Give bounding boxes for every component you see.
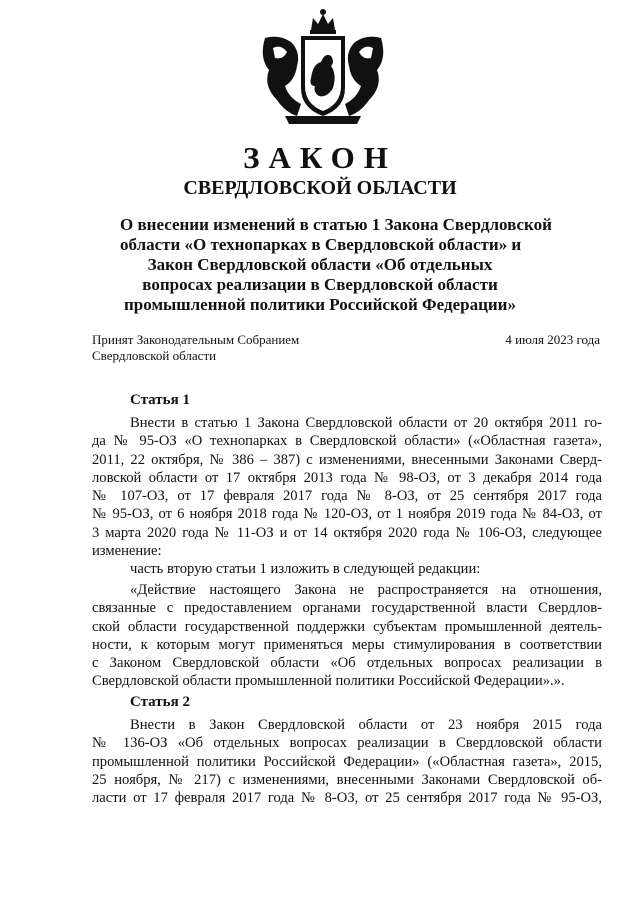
law-subject-title xyxy=(120,215,552,315)
text-line: 3 марта 2020 года № 11-ОЗ и от 14 октября 2020 года № 106-ОЗ, следующее xyxy=(92,524,602,541)
subject-line: промышленной политики Российской Федерации» xyxy=(124,295,516,314)
text-line: ности, к которым могут применяться меры стимулирования в соответствии xyxy=(92,636,602,653)
text-line: связанные с предоставлением органами государственной власти Свердлов- xyxy=(92,600,602,617)
text-line: ловской области от 17 октября 2013 года № 98-ОЗ, от 3 декабря 2014 года xyxy=(92,469,602,486)
text-line: промышленной политики Российской Федерации» («Областная газета», 2015, xyxy=(92,753,602,770)
text-line: «Действие настоящего Закона не распространяется на отношения, xyxy=(130,582,602,598)
coat-of-arms-emblem xyxy=(255,8,391,126)
text-line: ской области государственной поддержки субъектам промышленной деятель- xyxy=(92,618,602,635)
text-line: да № 95-ОЗ «О технопарках в Свердловской области» («Областная газета», xyxy=(92,433,602,450)
text-line: № 95-ОЗ, от 6 ноября 2018 года № 120-ОЗ, от 1 ноября 2019 года № 84-ОЗ, от xyxy=(92,506,602,523)
text-line: с Законом Свердловской области «Об отдельных вопросах реализации в xyxy=(92,655,602,672)
article-1-paragraph-2 xyxy=(92,560,602,578)
subject-line: вопросах реализации в Свердловской области xyxy=(142,275,498,294)
article-1-paragraph-3 xyxy=(92,581,602,691)
text-line: 2011, 22 октября, № 386 – 387) с изменениями, внесенными Законами Сверд- xyxy=(92,451,602,468)
subject-line: области «О технопарках в Свердловской области» и xyxy=(120,235,522,254)
adopted-date: 4 июля 2023 года xyxy=(505,332,600,347)
law-title: ЗАКОН xyxy=(243,140,397,175)
text-line: № 107-ОЗ, от 17 февраля 2017 года № 8-ОЗ, от 25 сентября 2017 года xyxy=(92,488,602,505)
text-line: Свердловской области промышленной политики Российской Федерации».». xyxy=(92,673,565,690)
subject-line: О внесении изменений в статью 1 Закона Свердловской xyxy=(120,215,552,234)
text-line: ласти от 17 февраля 2017 года № 8-ОЗ, от 25 сентября 2017 года № 95-ОЗ, xyxy=(92,790,602,807)
article-1-paragraph-1 xyxy=(92,414,602,560)
adopted-by xyxy=(92,332,299,364)
article-2-heading: Статья 2 xyxy=(130,694,190,710)
text-line: 25 ноября, № 217) с изменениями, внесенными Законами Свердловской об- xyxy=(92,771,602,788)
region-title: СВЕРДЛОВСКОЙ ОБЛАСТИ xyxy=(183,177,457,199)
article-2-paragraph-1 xyxy=(92,716,602,807)
subject-line: Закон Свердловской области «Об отдельных xyxy=(147,255,493,274)
adopted-line: Принят Законодательным Собранием xyxy=(92,332,300,347)
text-line: изменение: xyxy=(92,543,162,560)
text-line: Внести в Закон Свердловской области от 23 ноября 2015 года xyxy=(130,717,602,733)
text-line: Внести в статью 1 Закона Свердловской области от 20 октября 2011 го- xyxy=(130,415,602,431)
adopted-line: Свердловской области xyxy=(92,348,217,363)
text-line: № 136-ОЗ «Об отдельных вопросах реализации в Свердловской области xyxy=(92,735,602,752)
article-1-heading: Статья 1 xyxy=(130,392,190,408)
text-line: часть вторую статьи 1 изложить в следующей редакции: xyxy=(130,561,481,577)
